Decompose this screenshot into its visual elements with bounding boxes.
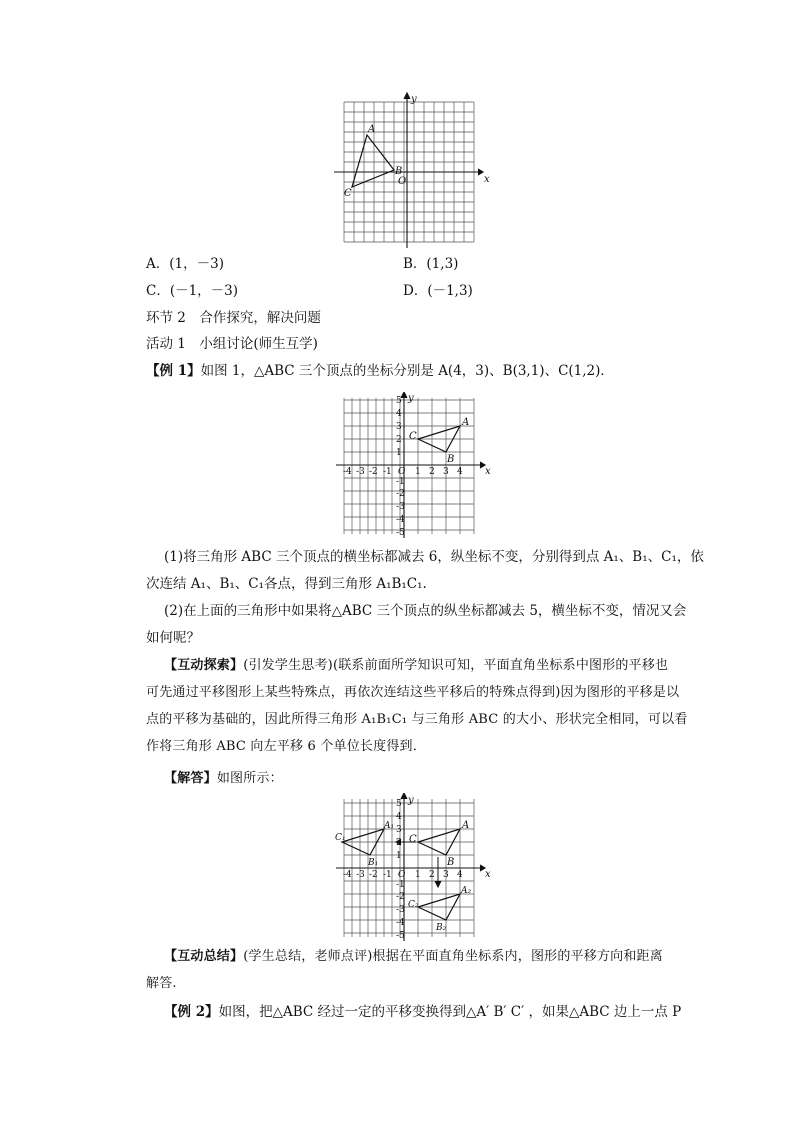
question-1-line-1: (1)将三角形 ABC 三个顶点的横坐标都减去 6，纵坐标不变，分别得到点 A₁、B₁、C₁，依 xyxy=(164,549,704,565)
figure-2-point-b-label: B xyxy=(447,454,455,465)
figure-3-xtick: 1 xyxy=(415,870,421,880)
figure-3-ytick: 1 xyxy=(396,851,402,861)
answer-tag: 【解答】 xyxy=(164,771,217,786)
figure-1-svg xyxy=(334,92,494,248)
figure-2-xtick: 4 xyxy=(457,467,463,477)
figure-3-xtick: 2 xyxy=(429,870,435,880)
example-2-tag: 【例 2】 xyxy=(164,1004,219,1020)
figure-2-ytick: 4 xyxy=(396,409,402,419)
figure-1-origin-label: O xyxy=(398,176,407,187)
example-1-text: 如图 1，△ABC 三个顶点的坐标分别是 A(4，3)、B(3,1)、C(1,2)． xyxy=(200,363,614,379)
example-1-tag: 【例 1】 xyxy=(146,363,201,379)
figure-3-axes xyxy=(336,793,485,941)
figure-2-xtick: -3 xyxy=(356,467,365,477)
figure-2-xtick: 3 xyxy=(443,467,449,477)
figure-3-ytick: -1 xyxy=(396,880,405,890)
figure-3-xtick: 4 xyxy=(457,870,463,880)
summary-line-1 xyxy=(164,947,663,967)
figure-3-xtick: -2 xyxy=(369,870,378,880)
explore-line-1 xyxy=(164,656,668,676)
figure-3-point-a-label: A xyxy=(462,820,470,831)
figure-3-xtick: 3 xyxy=(443,870,449,880)
figure-3-ytick: 4 xyxy=(396,812,402,822)
question-1-line-2: 次连结 A₁、B₁、C₁各点，得到三角形 A₁B₁C₁. xyxy=(146,576,427,592)
figure-1-x-label: x xyxy=(484,174,490,185)
figure-3-point-c2-label: C₂ xyxy=(408,900,419,910)
figure-3-ytick: 5 xyxy=(396,799,402,809)
figure-2-ytick: 1 xyxy=(396,448,402,458)
figure-3-svg xyxy=(334,793,494,943)
figure-2-origin-label: O xyxy=(398,467,406,477)
figure-3-ytick: -3 xyxy=(396,905,405,915)
figure-3-ytick: -2 xyxy=(396,892,405,902)
figure-1-point-c-label: C xyxy=(344,188,352,199)
figure-3-coordinate-grid xyxy=(334,793,494,943)
figure-2-x-label: x xyxy=(485,466,491,477)
figure-2-ytick: -1 xyxy=(396,477,405,487)
example-2-text: 如图，把△ABC 经过一定的平移变换得到△A′ B′ C′ ，如果△ABC 边上一点 P xyxy=(218,1004,682,1020)
figure-2-ytick: -3 xyxy=(396,502,405,512)
figure-3-ytick: 2 xyxy=(396,838,402,848)
figure-2-xtick: 2 xyxy=(429,467,435,477)
figure-3-y-label: y xyxy=(408,795,414,806)
figure-3-ytick: -4 xyxy=(396,918,405,928)
figure-1-coordinate-grid xyxy=(334,92,494,248)
question-2-line-2: 如何呢？ xyxy=(146,630,200,646)
figure-3-xtick: -1 xyxy=(383,870,392,880)
figure-3-xtick: -3 xyxy=(356,870,365,880)
figure-3-point-c1-label: C₁ xyxy=(335,833,346,843)
figure-1-point-a-label: A xyxy=(368,124,376,135)
section-activity-heading: 活动 1 小组讨论(师生互学) xyxy=(146,336,318,352)
question-2-line-1: (2)在上面的三角形中如果将△ABC 三个顶点的纵坐标都减去 5，横坐标不变，情况又会 xyxy=(164,603,687,619)
figure-2-xtick: 1 xyxy=(415,467,421,477)
figure-3-ytick: -5 xyxy=(396,931,405,941)
summary-text-1: (学生总结，老师点评)根据在平面直角坐标系内，图形的平移方向和距离 xyxy=(243,949,663,964)
figure-2-ytick: -4 xyxy=(396,515,405,525)
section-step-heading: 环节 2 合作探究，解决问题 xyxy=(146,310,321,326)
figure-2-point-a-label: A xyxy=(462,417,470,428)
answer-line xyxy=(164,769,283,789)
figure-3-point-a2-label: A₂ xyxy=(461,886,472,896)
explore-line-2: 可先通过平移图形上某些特殊点，再依次连结这些平移后的特殊点得到)因为图形的平移是以 xyxy=(146,685,680,700)
answer-text: 如图所示： xyxy=(216,771,283,786)
figure-1-y-label: y xyxy=(411,94,417,105)
option-a: A．(1，－3) xyxy=(146,256,224,272)
explore-line-3: 点的平移为基础的，因此所得三角形 A₁B₁C₁ 与三角形 ABC 的大小、形状完全相同，可以看 xyxy=(146,712,688,727)
figure-3-xtick: -4 xyxy=(343,870,352,880)
summary-tag: 【互动总结】 xyxy=(164,949,244,964)
figure-1-point-b-label: B xyxy=(395,166,403,177)
option-b: B．(1,3) xyxy=(403,256,459,272)
explore-line-4: 作将三角形 ABC 向左平移 6 个单位长度得到． xyxy=(146,739,426,754)
figure-2-ytick: 3 xyxy=(396,422,402,432)
figure-2-svg xyxy=(334,392,494,540)
figure-2-ytick: 5 xyxy=(396,396,402,406)
figure-2-axes xyxy=(336,392,485,538)
summary-line-2: 解答. xyxy=(146,976,177,991)
figure-2-xtick: -1 xyxy=(383,467,392,477)
figure-2-point-c-label: C xyxy=(409,431,417,442)
figure-2-ytick: 2 xyxy=(396,435,402,445)
option-d: D．(－1,3) xyxy=(403,283,473,299)
figure-2-xtick: -2 xyxy=(369,467,378,477)
figure-3-x-label: x xyxy=(485,869,491,880)
figure-3-point-b-label: B xyxy=(447,857,455,868)
figure-3-point-b1-label: B₁ xyxy=(368,858,379,868)
figure-3-origin-label: O xyxy=(398,870,406,880)
figure-2-ytick: -5 xyxy=(396,528,405,538)
option-c: C．(－1，－3) xyxy=(146,283,239,299)
explore-tag: 【互动探索】 xyxy=(164,658,244,673)
figure-2-xtick: -4 xyxy=(343,467,352,477)
figure-3-point-b2-label: B₂ xyxy=(436,923,447,933)
figure-2-ytick: -2 xyxy=(396,489,405,499)
figure-2-coordinate-grid xyxy=(334,392,494,540)
figure-3-ytick: 3 xyxy=(396,825,402,835)
example-2-line xyxy=(164,1002,681,1022)
explore-text-1: (引发学生思考)(联系前面所学知识可知，平面直角坐标系中图形的平移也 xyxy=(243,658,669,673)
figure-2-y-label: y xyxy=(408,393,414,404)
figure-3-point-a1-label: A₁ xyxy=(384,821,395,831)
figure-2-gridlines xyxy=(344,398,474,534)
figure-3-point-c-label: C xyxy=(409,834,417,845)
example-1-intro xyxy=(146,361,614,381)
figure-1-triangle-abc xyxy=(352,135,394,187)
